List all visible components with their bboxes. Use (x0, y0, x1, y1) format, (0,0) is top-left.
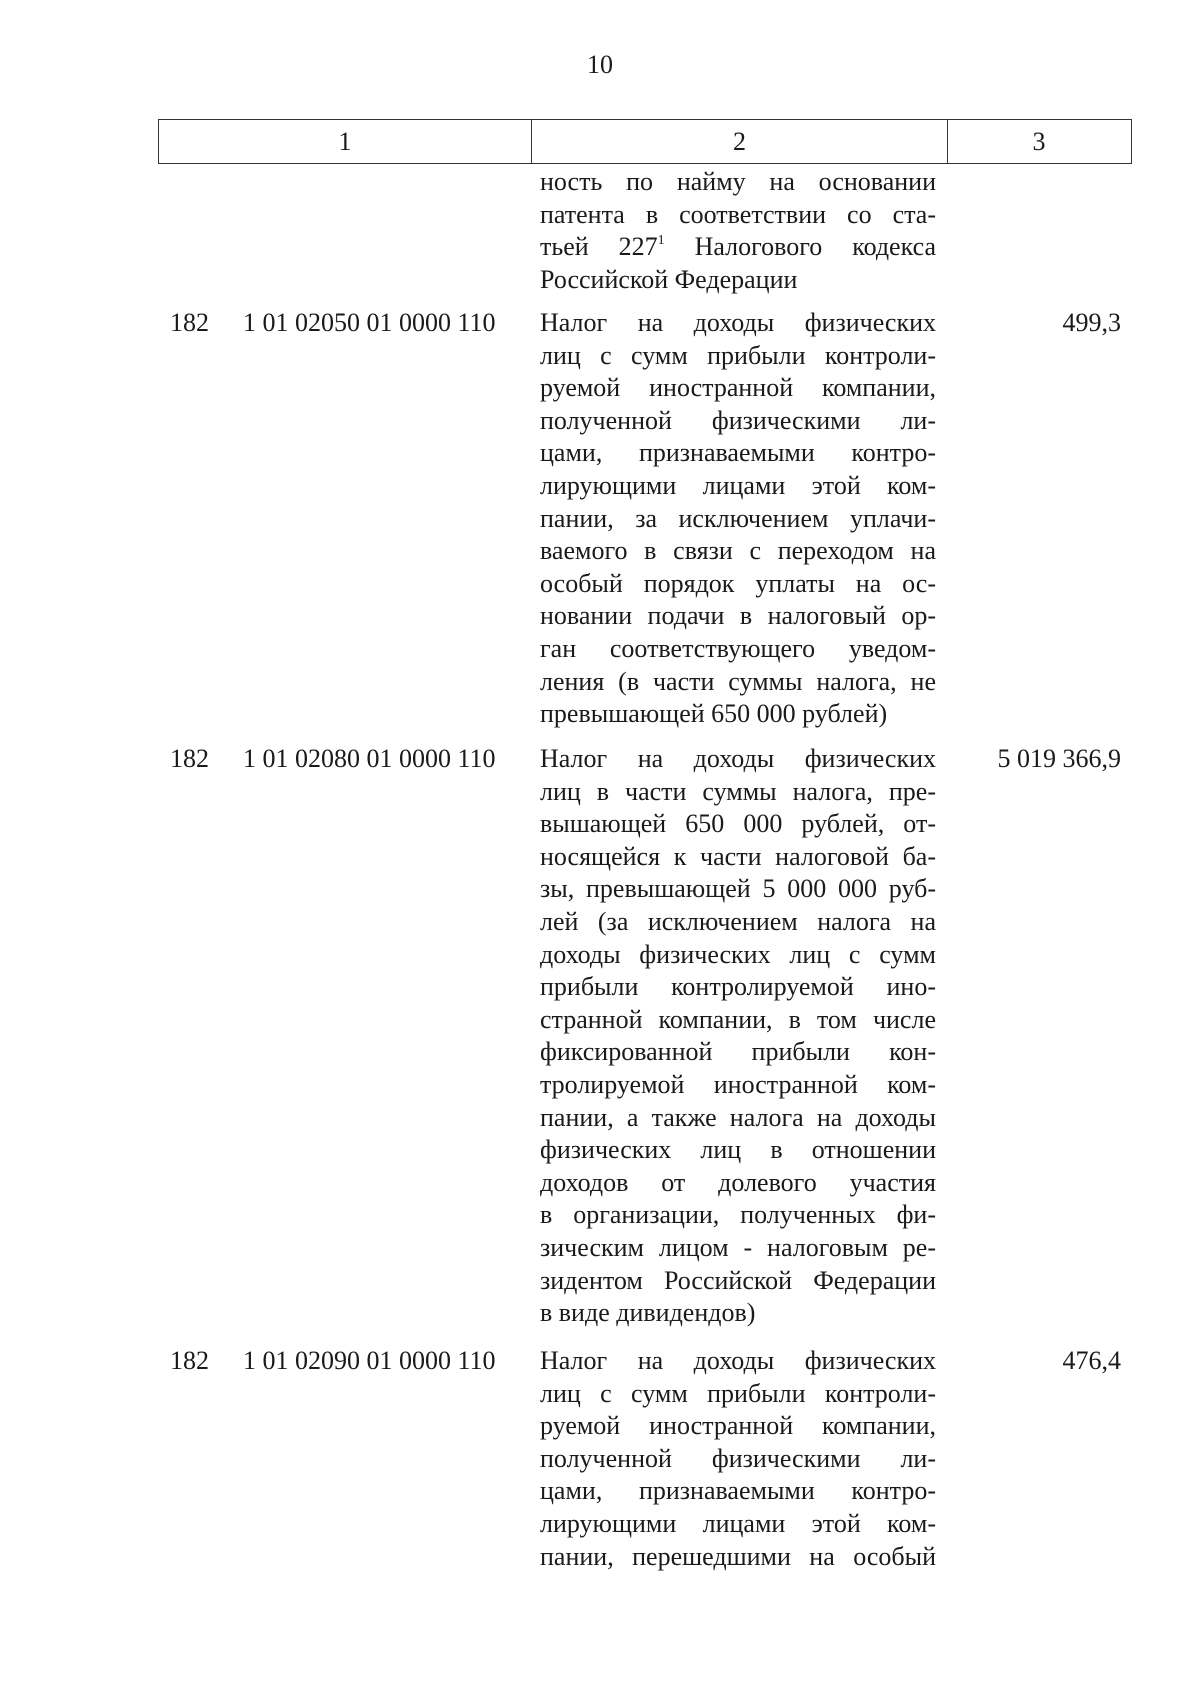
text-line: прибыли контролируемой ино- (540, 972, 936, 1002)
text-line: ваемого в связи с переходом на (540, 536, 936, 566)
text-line: тролируемой иностранной ком- (540, 1069, 936, 1099)
text-line: цами, признаваемыми контро- (540, 1476, 936, 1506)
text-line: цами, признаваемыми контро- (540, 438, 936, 468)
row-description (540, 743, 936, 1330)
row-description (540, 1345, 936, 1573)
text-line: Российской Федерации (540, 264, 798, 294)
text-line: зическим лицом - налоговым ре- (540, 1232, 936, 1262)
text-line: в виде дивидендов) (540, 1298, 756, 1328)
text-line: лирующими лицами этой ком- (540, 1508, 936, 1538)
admin-code: 182 (170, 744, 209, 773)
amount: 5 019 366,9 (997, 744, 1121, 773)
text-line: лиц с сумм прибыли контроли- (540, 1378, 936, 1408)
text-line: превышающей 650 000 рублей) (540, 699, 888, 729)
text-line: ган соответствующего уведом- (540, 633, 936, 663)
admin-code: 182 (170, 1346, 209, 1375)
text-line: лиц в части суммы налога, пре- (540, 776, 936, 806)
text-line: новании подачи в налоговый ор- (540, 601, 936, 631)
kbk-code: 1 01 02050 01 0000 110 (243, 308, 496, 337)
text-line: полученной физическими ли- (540, 405, 936, 435)
text-line: Налог на доходы физических (540, 744, 936, 773)
text-line: руемой иностранной компании, (540, 373, 936, 403)
text-line: лей (за исключением налога на (540, 906, 936, 936)
text-line: носящейся к части налоговой ба- (540, 841, 936, 871)
text-line: Налог на доходы физических (540, 1346, 936, 1375)
text-line: лирующими лицами этой ком- (540, 470, 936, 500)
amount: 499,3 (1062, 308, 1121, 337)
text-line: физических лиц в отношении (540, 1135, 936, 1165)
text-line: лиц с сумм прибыли контроли- (540, 340, 936, 370)
text-fragment: Налогового кодекса (664, 232, 936, 262)
text-line: в организации, полученных фи- (540, 1200, 936, 1230)
text-line: особый порядок уплаты на ос- (540, 568, 936, 598)
text-line (540, 231, 936, 264)
text-line: пании, а также налога на доходы (540, 1102, 936, 1132)
text-line: доходы физических лиц с сумм (540, 939, 936, 969)
text-line: вышающей 650 000 рублей, от- (540, 809, 936, 839)
text-line: полученной физическими ли- (540, 1443, 936, 1473)
admin-code: 182 (170, 308, 209, 337)
table-header (158, 119, 1132, 164)
text-line: фиксированной прибыли кон- (540, 1037, 936, 1067)
text-line: пании, перешедшими на особый (540, 1541, 936, 1571)
kbk-code: 1 01 02090 01 0000 110 (243, 1346, 496, 1375)
page-number: 10 (587, 50, 613, 79)
header-col-1: 1 (159, 120, 532, 163)
row-description (540, 307, 936, 731)
text-line: ления (в части суммы налога, не (540, 666, 936, 696)
continuation-description (540, 166, 936, 296)
text-fragment: тьей 227 (540, 232, 658, 262)
kbk-code: 1 01 02080 01 0000 110 (243, 744, 496, 773)
text-line: Налог на доходы физических (540, 308, 936, 337)
header-col-2: 2 (532, 120, 948, 163)
text-line: зидентом Российской Федерации (540, 1265, 936, 1295)
text-line: странной компании, в том числе (540, 1004, 936, 1034)
header-col-3: 3 (1032, 126, 1046, 156)
text-line: пании, за исключением уплачи- (540, 503, 936, 533)
text-line: зы, превышающей 5 000 000 руб- (540, 874, 936, 904)
text-line: ность по найму на основании (540, 167, 936, 196)
amount: 476,4 (1062, 1346, 1121, 1375)
text-line: доходов от долевого участия (540, 1167, 936, 1197)
text-line: руемой иностранной компании, (540, 1411, 936, 1441)
text-line: патента в соответствии со ста- (540, 199, 936, 229)
superscript: 1 (657, 232, 665, 248)
